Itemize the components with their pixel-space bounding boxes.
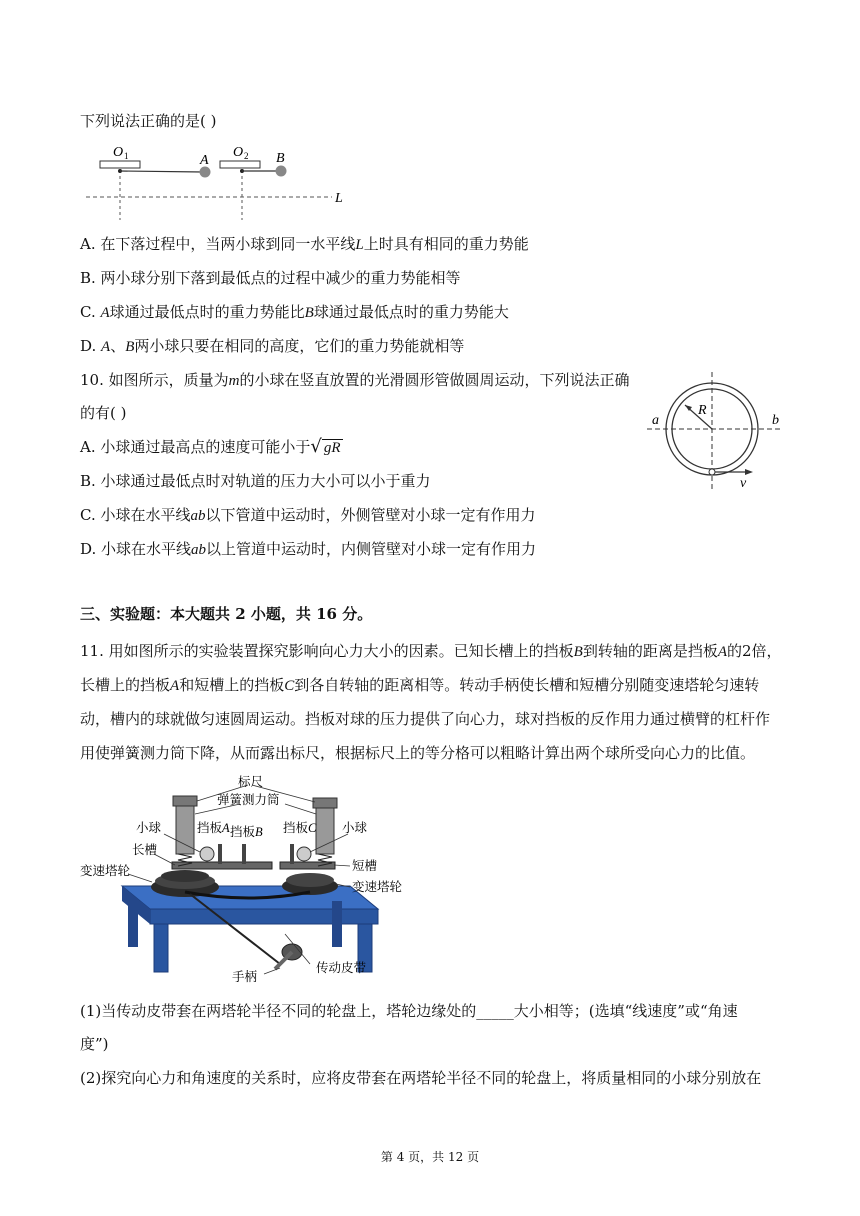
label-ball-right: 小球 xyxy=(342,820,368,835)
o1-bar xyxy=(100,161,140,168)
v-label: v xyxy=(740,476,747,491)
label-ball-left: 小球 xyxy=(136,820,162,835)
label-tower-left: 变速塔轮 xyxy=(80,863,131,878)
label-plate-c: 挡板C xyxy=(283,820,317,835)
o1-label: O xyxy=(113,145,124,160)
o2-label: O xyxy=(233,145,244,160)
q11-sub1-line2: 度”) xyxy=(80,1035,109,1053)
ball-b xyxy=(276,166,287,177)
q10-option-a: A. 小球通过最高点的速度可能小于√ gR xyxy=(80,436,341,457)
q11-line1: 11. 用如图所示的实验装置探究影响向心力大小的因素。已知长槽上的挡板B到转轴的距离是挡板A的2倍， xyxy=(80,642,782,660)
q9-option-a: A. 在下落过程中，当两小球到同一水平线L上时具有相同的重力势能 xyxy=(80,235,529,253)
q10-option-c: C. 小球在水平线ab以下管道中运动时，外侧管壁对小球一定有作用力 xyxy=(80,506,536,524)
q11-sub1-line1: (1)当传动皮带套在两塔轮半径不同的轮盘上，塔轮边缘处的_____大小相等；(选填“线速度”或“角速 xyxy=(80,1002,738,1020)
q9-pendulum-figure xyxy=(80,140,360,222)
b-label: B xyxy=(276,151,285,166)
label-plate-a: 挡板A xyxy=(197,820,230,835)
q9-option-c: C. A球通过最低点时的重力势能比B球通过最低点时的重力势能大 xyxy=(80,303,509,321)
label-tower-right: 变速塔轮 xyxy=(352,879,403,894)
o2-sub: 2 xyxy=(244,151,249,161)
q10-option-d: D. 小球在水平线ab以上管道中运动时，内侧管壁对小球一定有作用力 xyxy=(80,540,537,558)
q10-circular-tube-figure xyxy=(645,372,785,492)
q9-option-b: B. 两小球分别下落到最低点的过程中减少的重力势能相等 xyxy=(80,269,461,287)
label-belt: 传动皮带 xyxy=(316,960,367,975)
tube-ball xyxy=(709,469,715,475)
q9-stem-tail: 下列说法正确的是( ) xyxy=(80,112,217,130)
q9-option-d: D. A、B两小球只要在相同的高度，它们的重力势能就相等 xyxy=(80,337,465,355)
q11-apparatus-figure xyxy=(80,774,415,989)
o1-sub: 1 xyxy=(124,151,129,161)
label-long-groove: 长槽 xyxy=(132,842,158,857)
q11-line4: 用使弹簧测力筒下降，从而露出标尺，根据标尺上的等分格可以粗略计算出两个球所受向心力的比值。 xyxy=(80,744,756,762)
q10-stem-line1: 10. 如图所示，质量为m的小球在竖直放置的光滑圆形管做圆周运动，下列说法正确 xyxy=(80,371,630,389)
label-short-groove: 短槽 xyxy=(352,858,378,873)
a-label: A xyxy=(200,153,209,168)
label-handle: 手柄 xyxy=(232,969,258,984)
r-label: R xyxy=(698,403,707,418)
l-label: L xyxy=(335,191,343,206)
q11-sub2-line1: (2)探究向心力和角速度的关系时，应将皮带套在两塔轮半径不同的轮盘上，将质量相同的小球分别放在 xyxy=(80,1069,762,1087)
q10-option-b: B. 小球通过最低点时对轨道的压力大小可以小于重力 xyxy=(80,472,431,490)
label-scale: 标尺 xyxy=(238,774,264,789)
a-point-label: a xyxy=(652,413,659,428)
label-plate-b: 挡板B xyxy=(230,824,263,839)
section3-heading: 三、实验题：本大题共 2 小题，共 16 分。 xyxy=(80,605,373,623)
b-point-label: b xyxy=(772,413,779,428)
q11-line2: 长槽上的挡板A和短槽上的挡板C到各自转轴的距离相等。转动手柄使长槽和短槽分别随变速塔轮匀速转 xyxy=(80,676,760,694)
q10-stem-line2: 的有( ) xyxy=(80,404,127,422)
o2-bar xyxy=(220,161,260,168)
page-footer: 第 4 页，共 12 页 xyxy=(380,1150,480,1164)
label-spring: 弹簧测力筒 xyxy=(217,792,280,807)
ball-a xyxy=(200,167,211,178)
q11-line3: 动，槽内的球就做匀速圆周运动。挡板对球的压力提供了向心力，球对挡板的反作用力通过横臂的杠杆作 xyxy=(80,710,771,728)
